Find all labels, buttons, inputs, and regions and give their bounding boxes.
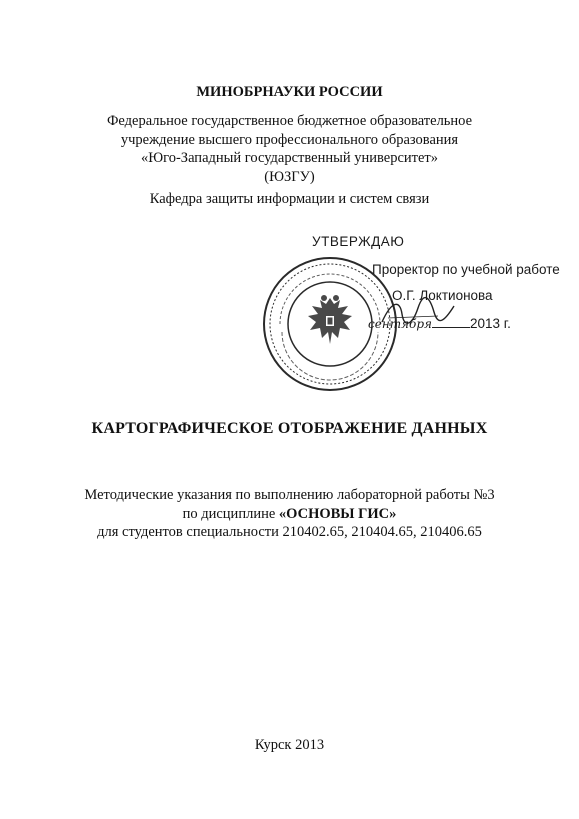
description-line: для студентов специальности 210402.65, 210404.65, 210406.65 <box>97 524 482 540</box>
approval-year: 2013 г. <box>470 316 511 331</box>
approval-title: УТВЕРЖДАЮ <box>312 234 405 249</box>
discipline-name: «ОСНОВЫ ГИС» <box>278 505 397 522</box>
approver-role: Проректор по учебной работе <box>372 262 560 277</box>
organization-block <box>0 112 579 186</box>
org-line: «Юго-Западный государственный университет» <box>140 150 439 166</box>
org-line: учреждение высшего профессионального образования <box>120 131 459 148</box>
description-line: Методические указания по выполнению лабораторной работы №3 <box>84 487 495 503</box>
document-description <box>0 486 579 542</box>
approver-name: О.Г. Локтионова <box>392 288 493 303</box>
department-name: Кафедра защиты информации и систем связи <box>149 191 430 207</box>
org-line: Федеральное государственное бюджетное образовательное <box>106 113 473 129</box>
handwritten-month: сентября <box>368 317 433 331</box>
city-year: Курск 2013 <box>254 737 325 753</box>
approval-date <box>368 316 511 331</box>
approval-block <box>260 232 560 392</box>
ministry-name: МИНОБРНАУКИ РОССИИ <box>196 84 383 100</box>
description-line: по дисциплине «ОСНОВЫ ГИС» <box>182 505 397 522</box>
document-title: КАРТОГРАФИЧЕСКОЕ ОТОБРАЖЕНИЕ ДАННЫХ <box>91 420 488 437</box>
org-line: (ЮЗГУ) <box>264 168 315 185</box>
